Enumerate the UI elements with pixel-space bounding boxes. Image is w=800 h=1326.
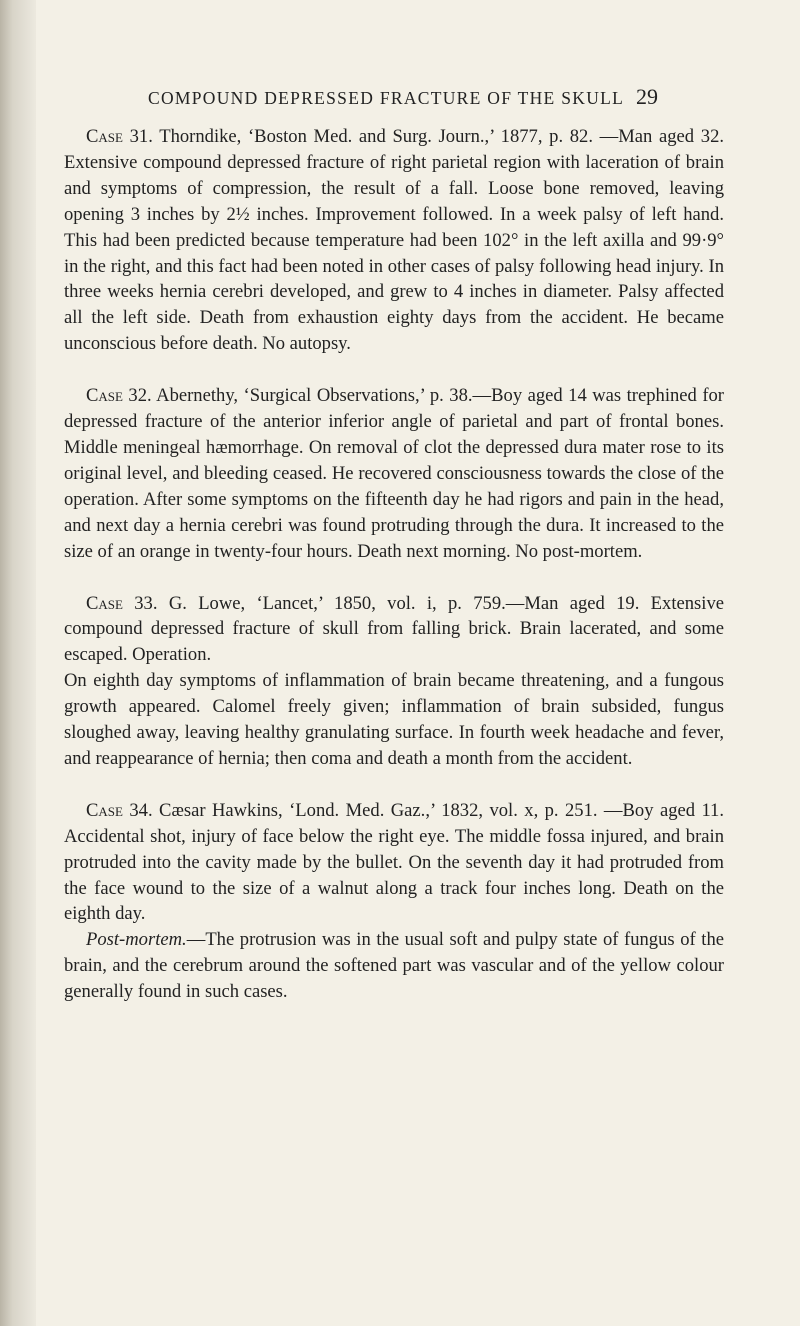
page-gutter-shadow [0, 0, 36, 1326]
case-33 [64, 591, 724, 772]
case-text: Abernethy, ‘Surgical Observations,’ p. 38.—Boy aged 14 was trephined for depressed fracture of the anterior inferior angle of parietal and part of frontal bones. Middle meningeal hæmorrhage. On removal of clot the depressed dura mater rose to its original level, and bleeding ceased. He recovered consciousness towards the close of the operation. After some symptoms on the fifteenth day he had rigors and pain in the head, and next day a hernia cerebri was found protruding through the dura. It increased to the size of an orange in twenty-four hours. Death next morning. No post-mortem. [64, 385, 725, 562]
case-label: Case 34. [86, 799, 153, 821]
case-33-para-1 [64, 591, 724, 669]
page-number: 29 [636, 84, 658, 109]
case-34-post-mortem [64, 927, 724, 1005]
case-label: Case 33. [86, 592, 158, 614]
post-mortem-label: Post-mortem. [86, 929, 187, 951]
case-text: Thorndike, ‘Boston Med. and Surg. Journ.,’ 1877, p. 82. —Man aged 32. Extensive compound depressed fracture of right parietal region with laceration of brain and symptoms of compression, the result of a fall. Loose bone removed, leaving opening 3 inches by 2½ inches. Improvement followed. In a week palsy of left hand. This had been predicted because temperature had been 102° in the left axilla and 99·9° in the right, and this fact had been noted in other cases of palsy following head injury. In three weeks hernia cerebri developed, and grew to 4 inches in diameter. Palsy affected all the left side. Death from exhaustion eighty days from the accident. He became unconscious before death. No autopsy. [64, 126, 725, 355]
case-34 [64, 798, 724, 1005]
case-text: Cæsar Hawkins, ‘Lond. Med. Gaz.,’ 1832, vol. x, p. 251. —Boy aged 11. Accidental shot, injury of face below the right eye. The middle fossa injured, and brain protruded into the cavity made by the bullet. On the seventh day it had protruded from the face wound to the size of a walnut along a track four inches long. Death on the eighth day. [64, 799, 725, 925]
case-label: Case 31. [86, 126, 153, 147]
case-32 [64, 383, 724, 564]
post-mortem-text: —The protrusion was in the usual soft and pulpy state of fungus of the brain, and the cerebrum around the softened part was vascular and of the yellow colour generally found in such cases. [64, 929, 724, 1003]
case-label: Case 32. [86, 385, 152, 407]
case-34-para-1 [64, 798, 724, 928]
case-33-para-2: On eighth day symptoms of inflammation of brain became threatening, and a fungous growth appeared. Calomel freely given; inflammation of brain subsided, fungus sloughed away, leaving healthy granulating surface. In fourth week headache and fever, and reappearance of hernia; then coma and death a month from the accident. [64, 670, 724, 769]
running-header: COMPOUND DEPRESSED FRACTURE OF THE SKULL [148, 88, 625, 108]
body-text [64, 124, 724, 1031]
case-31 [64, 124, 724, 357]
case-text: G. Lowe, ‘Lancet,’ 1850, vol. i, p. 759.—Man aged 19. Extensive compound depressed fracture of skull from falling brick. Brain lacerated, and some escaped. Operation. [64, 592, 724, 666]
